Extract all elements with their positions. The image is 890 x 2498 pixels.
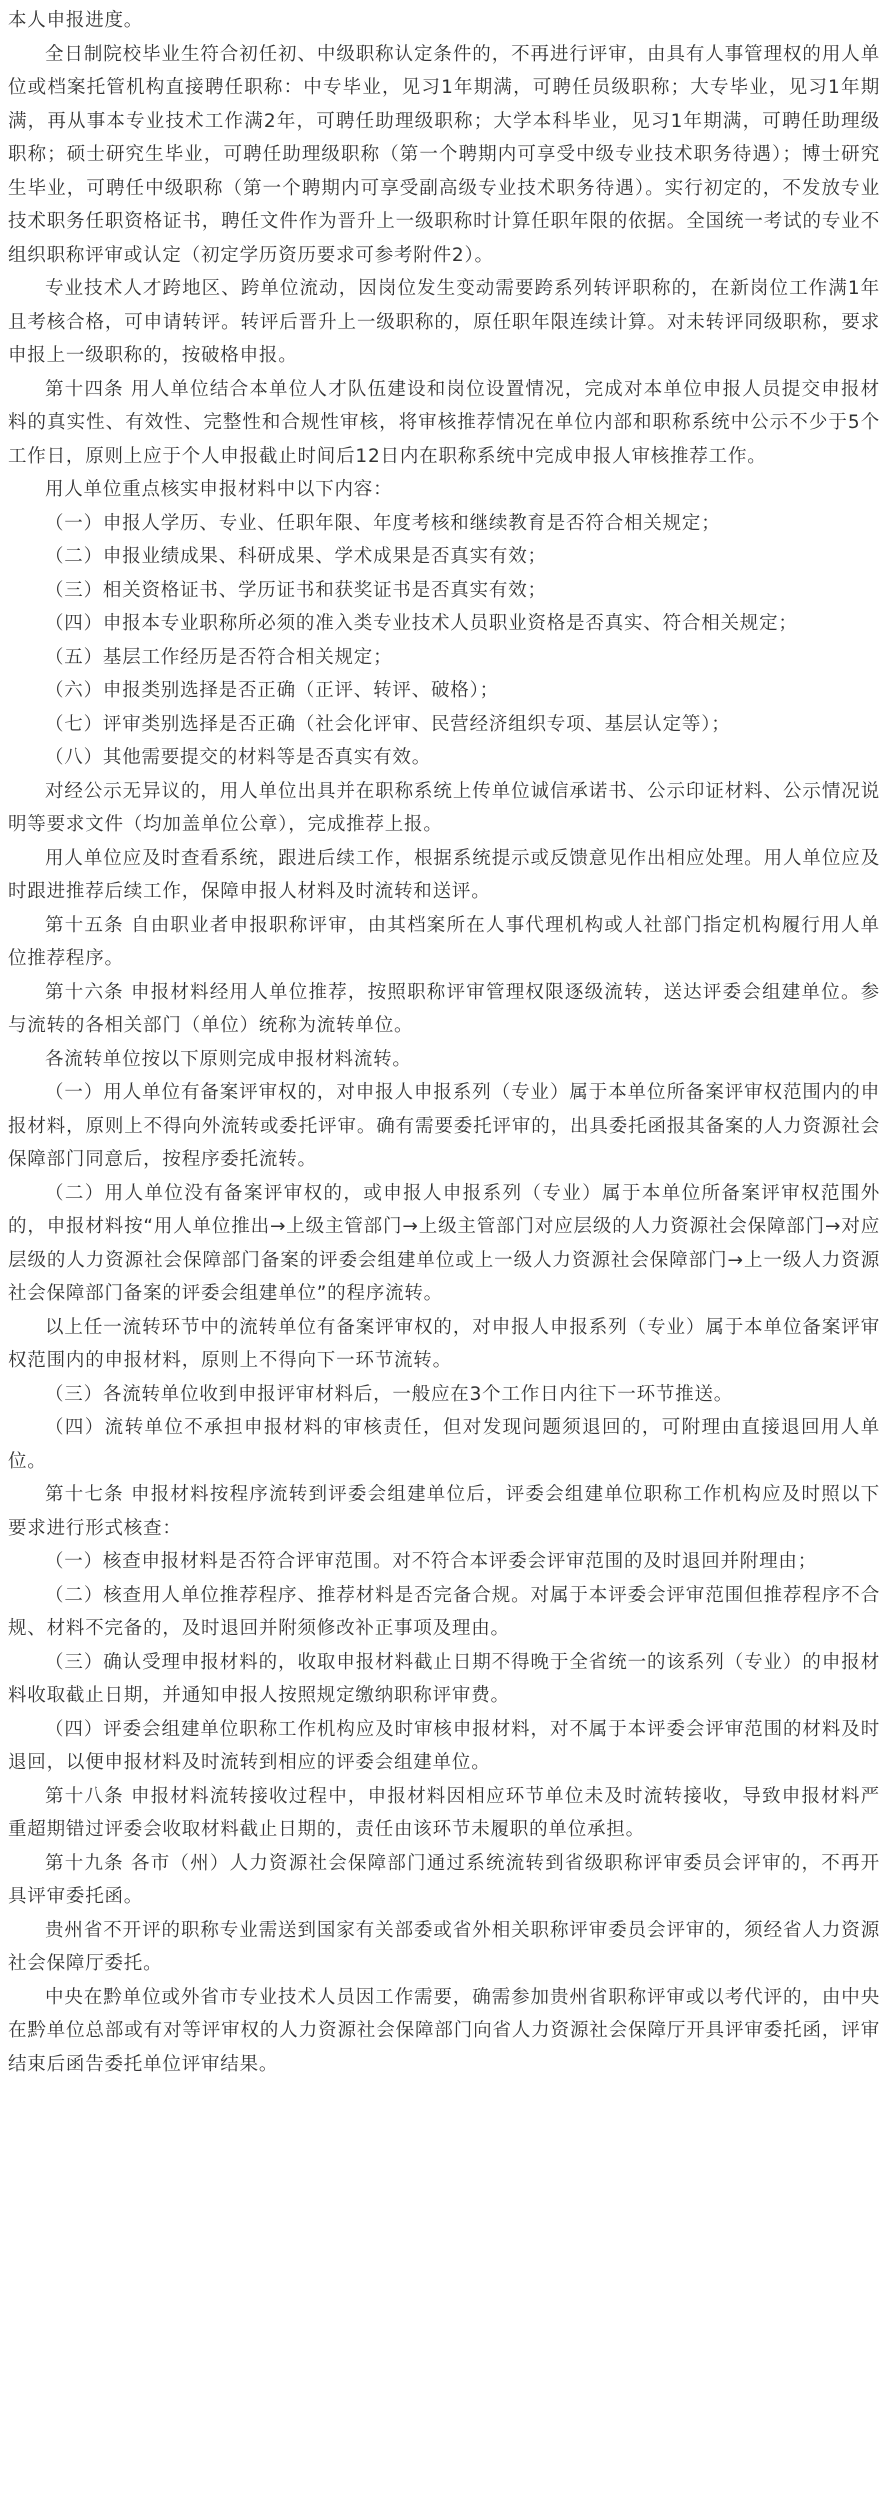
paragraph: 以上任一流转环节中的流转单位有备案评审权的，对申报人申报系列（专业）属于本单位备案评审权范围内的申报材料，原则上不得向下一环节流转。 <box>8 1316 880 1371</box>
paragraph: （一）核查申报材料是否符合评审范围。对不符合本评委会评审范围的及时退回并附理由； <box>45 1551 818 1572</box>
paragraph: （一）申报人学历、专业、任职年限、年度考核和继续教育是否符合相关规定； <box>45 512 721 534</box>
paragraph: 专业技术人才跨地区、跨单位流动，因岗位发生变动需要跨系列转评职称的，在新岗位工作满1年且考核合格，可申请转评。转评后晋升上一级职称的，原任职年限连续计算。对未转评同级职称，要求申报上一级职称的，按破格申报。 <box>8 278 880 366</box>
paragraph: （八）其他需要提交的材料等是否真实有效。 <box>45 747 432 768</box>
page-bottom-edge <box>0 2494 890 2498</box>
paragraph: （三）各流转单位收到申报评审材料后，一般应在3个工作日内往下一环节推送。 <box>45 1383 734 1405</box>
paragraph: （二）用人单位没有备案评审权的，或申报人申报系列（专业）属于本单位所备案评审权范围外的，申报材料按“用人单位推出→上级主管部门→上级主管部门对应层级的人力资源社会保障部门→对应层级的人力资源社会保障部门备案的评委会组建单位或上一级人力资源社会保障部门→上一级人力资源社会保障部门备案的评委会组建单位”的程序流转。 <box>8 1182 880 1304</box>
paragraph: 对经公示无异议的，用人单位出具并在职称系统上传单位诚信承诺书、公示印证材料、公示情况说明等要求文件（均加盖单位公章），完成推荐上报。 <box>8 780 880 835</box>
paragraph: （三）确认受理申报材料的，收取申报材料截止日期不得晚于全省统一的该系列（专业）的申报材料收取截止日期，并通知申报人按照规定缴纳职称评审费。 <box>8 1651 880 1706</box>
paragraph: （六）申报类别选择是否正确（正评、转评、破格）； <box>45 680 499 701</box>
paragraph: （三）相关资格证书、学历证书和获奖证书是否真实有效； <box>45 579 547 601</box>
paragraph: 用人单位重点核实申报材料中以下内容： <box>45 479 393 500</box>
paragraph: （五）基层工作经历是否符合相关规定； <box>45 646 393 668</box>
paragraph: 本人申报进度。 <box>8 10 144 31</box>
paragraph: （四）评委会组建单位职称工作机构应及时审核申报材料，对不属于本评委会评审范围的材料及时退回，以便申报材料及时流转到相应的评委会组建单位。 <box>8 1718 880 1773</box>
paragraph: （一）用人单位有备案评审权的，对申报人申报系列（专业）属于本单位所备案评审权范围内的申报材料，原则上不得向外流转或委托评审。确有需要委托评审的，出具委托函报其备案的人力资源社会保障部门同意后，按程序委托流转。 <box>8 1082 880 1170</box>
paragraph: 第十七条 申报材料按程序流转到评委会组建单位后，评委会组建单位职称工作机构应及时照以下要求进行形式核查： <box>8 1484 880 1539</box>
paragraph: 用人单位应及时查看系统，跟进后续工作，根据系统提示或反馈意见作出相应处理。用人单位应及时跟进推荐后续工作，保障申报人材料及时流转和送评。 <box>8 847 880 902</box>
paragraph: 全日制院校毕业生符合初任初、中级职称认定条件的，不再进行评审，由具有人事管理权的用人单位或档案托管机构直接聘任职称：中专毕业，见习1年期满，可聘任员级职称；大专毕业，见习1年期满，再从事本专业技术工作满2年，可聘任助理级职称；大学本科毕业，见习1年期满，可聘任助理级职称；硕士研究生毕业，可聘任助理级职称（第一个聘期内可享受中级专业技术职务待遇）；博士研究生毕业，可聘任中级职称（第一个聘期内可享受副高级专业技术职务待遇）。实行初定的，不发放专业技术职务任职资格证书，聘任文件作为晋升上一级职称时计算任职年限的依据。全国统一考试的专业不组织职称评审或认定（初定学历资历要求可参考附件2）。 <box>8 43 880 266</box>
paragraph: 第十六条 申报材料经用人单位推荐，按照职称评审管理权限逐级流转，送达评委会组建单位。参与流转的各相关部门（单位）统称为流转单位。 <box>8 981 880 1036</box>
paragraph: 中央在黔单位或外省市专业技术人员因工作需要，确需参加贵州省职称评审或以考代评的，由中央在黔单位总部或有对等评审权的人力资源社会保障部门向省人力资源社会保障厅开具评审委托函，评审结束后函告委托单位评审结果。 <box>8 1986 880 2075</box>
paragraph: （四）申报本专业职称所必须的准入类专业技术人员职业资格是否真实、符合相关规定； <box>45 613 798 634</box>
paragraph: 第十九条 各市（州）人力资源社会保障部门通过系统流转到省级职称评审委员会评审的，不再开具评审委托函。 <box>8 1852 880 1907</box>
paragraph: 各流转单位按以下原则完成申报材料流转。 <box>45 1048 412 1070</box>
paragraph: （七）评审类别选择是否正确（社会化评审、民营经济组织专项、基层认定等）； <box>45 713 731 735</box>
paragraph: 第十八条 申报材料流转接收过程中，申报材料因相应环节单位未及时流转接收，导致申报材料严重超期错过评委会收取材料截止日期的，责任由该环节未履职的单位承担。 <box>8 1785 880 1840</box>
paragraph: 第十五条 自由职业者申报职称评审，由其档案所在人事代理机构或人社部门指定机构履行用人单位推荐程序。 <box>8 914 880 969</box>
paragraph: （二）核查用人单位推荐程序、推荐材料是否完备合规。对属于本评委会评审范围但推荐程序不合规、材料不完备的，及时退回并附须修改补正事项及理由。 <box>8 1584 880 1639</box>
paragraph: （二）申报业绩成果、科研成果、学术成果是否真实有效； <box>45 546 547 567</box>
paragraph: （四）流转单位不承担申报材料的审核责任，但对发现问题须退回的，可附理由直接退回用人单位。 <box>8 1417 880 1472</box>
paragraph: 第十四条 用人单位结合本单位人才队伍建设和岗位设置情况，完成对本单位申报人员提交申报材料的真实性、有效性、完整性和合规性审核，将审核推荐情况在单位内部和职称系统中公示不少于5个工作日，原则上应于个人申报截止时间后12日内在职称系统中完成申报人审核推荐工作。 <box>8 378 880 467</box>
paragraph: 贵州省不开评的职称专业需送到国家有关部委或省外相关职称评审委员会评审的，须经省人力资源社会保障厅委托。 <box>8 1919 880 1974</box>
